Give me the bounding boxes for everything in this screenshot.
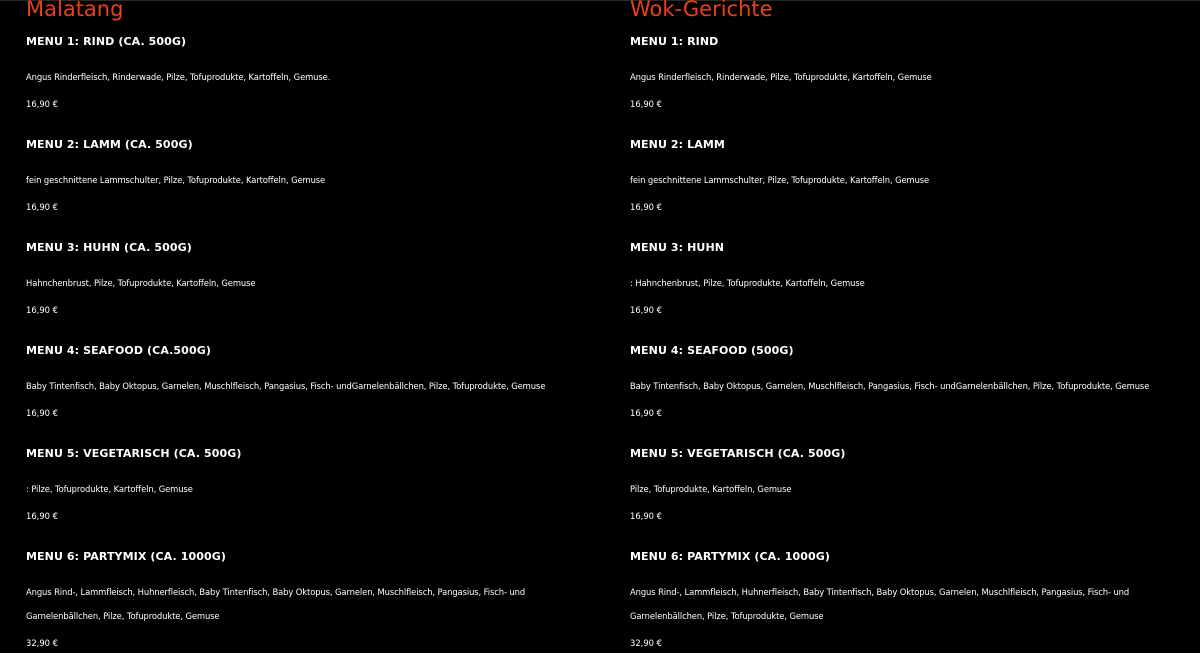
- menu-item-price: 16,90 €: [630, 202, 662, 212]
- section-title: Wok-Gerichte: [630, 0, 773, 21]
- menu-item-price: 16,90 €: [26, 99, 58, 109]
- section-title: Malatang: [26, 0, 124, 21]
- menu-item-name: MENU 4: SEAFOOD (500G): [630, 344, 794, 357]
- menu-item-description: fein geschnittene Lammschulter, Pilze, Tofuprodukte, Kartoffeln, Gemuse: [630, 175, 930, 185]
- menu-item-description: Pilze, Tofuprodukte, Kartoffeln, Gemuse: [630, 484, 792, 494]
- section-wok-gerichte: [630, 0, 1190, 653]
- menu-item: [630, 138, 1190, 241]
- menu-item-description: Hahnchenbrust, Pilze, Tofuprodukte, Kartoffeln, Gemuse: [26, 278, 256, 288]
- menu-item-price: 16,90 €: [630, 99, 662, 109]
- menu-item-price: 16,90 €: [630, 408, 662, 418]
- menu-item: [630, 35, 1190, 138]
- menu-item-description: Baby Tintenfisch, Baby Oktopus, Garnelen, Muschlfleisch, Pangasius, Fisch- undGarnelenbällchen, Pilze, Tofuprodukte, Gemuse: [630, 381, 1150, 391]
- section-malatang: [26, 0, 586, 653]
- menu-item: [630, 344, 1190, 447]
- menu-item-description: fein geschnittene Lammschulter, Pilze, Tofuprodukte, Kartoffeln, Gemuse: [26, 175, 326, 185]
- menu-item-price: 16,90 €: [630, 511, 662, 521]
- menu-item-description-line: Garnelenbällchen, Pilze, Tofuprodukte, Gemuse: [630, 611, 824, 621]
- menu-item-price: 16,90 €: [630, 305, 662, 315]
- menu-item-price: 16,90 €: [26, 408, 58, 418]
- menu-item: [630, 550, 1190, 653]
- menu-item-name: MENU 3: HUHN: [630, 241, 725, 254]
- menu-item-name: MENU 6: PARTYMIX (CA. 1000G): [26, 550, 226, 563]
- menu-item: [26, 550, 586, 653]
- menu-item-name: MENU 2: LAMM (CA. 500G): [26, 138, 193, 151]
- menu-item-description: Baby Tintenfisch, Baby Oktopus, Garnelen, Muschlfleisch, Pangasius, Fisch- undGarnelenbällchen, Pilze, Tofuprodukte, Gemuse: [26, 381, 546, 391]
- menu-item: [26, 447, 586, 550]
- menu-item-name: MENU 5: VEGETARISCH (CA. 500G): [26, 447, 242, 460]
- menu-item-description-line: Garnelenbällchen, Pilze, Tofuprodukte, Gemuse: [26, 611, 220, 621]
- menu-list: [630, 35, 1190, 653]
- menu-item-price: 32,90 €: [630, 638, 662, 648]
- menu-item-description: Angus Rinderfleisch, Rinderwade, Pilze, Tofuprodukte, Kartoffeln, Gemuse.: [26, 72, 331, 82]
- menu-item-description: : Hahnchenbrust, Pilze, Tofuprodukte, Kartoffeln, Gemuse: [630, 278, 865, 288]
- menu-item: [26, 35, 586, 138]
- menu-item-name: MENU 1: RIND: [630, 35, 719, 48]
- menu-item-price: 32,90 €: [26, 638, 58, 648]
- menu-item-price: 16,90 €: [26, 202, 58, 212]
- menu-item-description: : Pilze, Tofuprodukte, Kartoffeln, Gemuse: [26, 484, 193, 494]
- menu-item: [26, 138, 586, 241]
- menu-item-description: [630, 580, 1190, 628]
- menu-item-price: 16,90 €: [26, 511, 58, 521]
- menu-item-name: MENU 1: RIND (CA. 500G): [26, 35, 187, 48]
- menu-item: [630, 241, 1190, 344]
- menu-item: [26, 241, 586, 344]
- menu-item-description: Angus Rinderfleisch, Rinderwade, Pilze, Tofuprodukte, Kartoffeln, Gemuse: [630, 72, 932, 82]
- menu-item-description-line: Angus Rind-, Lammfleisch, Huhnerfleisch, Baby Tintenfisch, Baby Oktopus, Garnelen, Muschlfleisch, Pangasius, Fisch- und: [26, 587, 526, 597]
- menu-item-description: [26, 580, 586, 628]
- menu-item: [630, 447, 1190, 550]
- menu-item-name: MENU 2: LAMM: [630, 138, 725, 151]
- menu-item-name: MENU 4: SEAFOOD (CA.500G): [26, 344, 211, 357]
- menu-item-name: MENU 6: PARTYMIX (CA. 1000G): [630, 550, 830, 563]
- menu-item-description-line: Angus Rind-, Lammfleisch, Huhnerfleisch, Baby Tintenfisch, Baby Oktopus, Garnelen, Muschlfleisch, Pangasius, Fisch- und: [630, 587, 1130, 597]
- menu-item-name: MENU 3: HUHN (CA. 500G): [26, 241, 192, 254]
- menu-item: [26, 344, 586, 447]
- menu-item-price: 16,90 €: [26, 305, 58, 315]
- menu-list: [26, 35, 586, 653]
- menu-item-name: MENU 5: VEGETARISCH (CA. 500G): [630, 447, 846, 460]
